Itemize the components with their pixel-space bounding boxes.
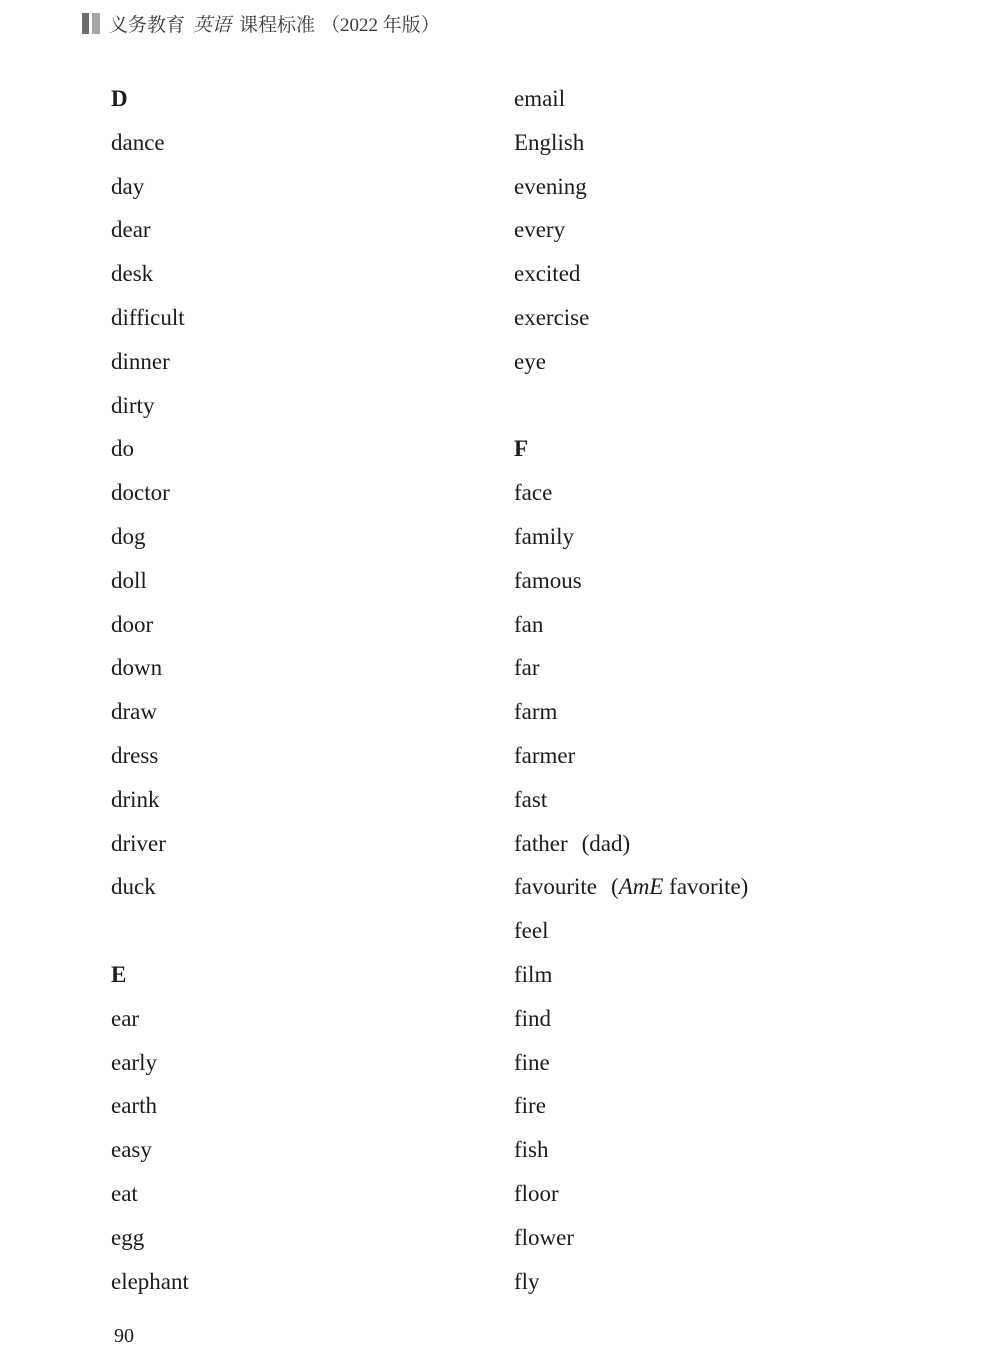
word-entry: farmer: [514, 742, 576, 768]
word-entry: find: [514, 1005, 552, 1031]
letter-heading-e: E: [111, 961, 127, 987]
word-entry: driver: [111, 830, 166, 856]
word-entry: difficult: [111, 304, 185, 330]
word-entry: eye: [514, 348, 546, 374]
word-entry: flower: [514, 1224, 575, 1250]
word-entry: early: [111, 1049, 157, 1075]
letter-heading-f: F: [514, 436, 529, 462]
word-entry: evening: [514, 173, 587, 199]
word-entry: every: [514, 217, 566, 243]
word-entry: far: [514, 655, 540, 681]
word-list-right-column: [514, 77, 748, 1303]
word-entry: feel: [514, 918, 549, 944]
word-entry: drink: [111, 786, 160, 812]
word-entry: egg: [111, 1224, 145, 1250]
word-entry-with-variant: [514, 865, 748, 909]
word-entry: draw: [111, 699, 157, 725]
word-entry: do: [111, 436, 134, 462]
word-entry: easy: [111, 1137, 152, 1163]
word-entry: dress: [111, 742, 159, 768]
word-entry-with-variant: [514, 822, 748, 866]
word-list-left-column: [111, 77, 189, 1303]
word-entry: ear: [111, 1005, 140, 1031]
word-entry: fly: [514, 1268, 540, 1294]
word-entry: fine: [514, 1049, 550, 1075]
word-entry: dirty: [111, 392, 155, 418]
word-entry: fan: [514, 611, 544, 637]
word-entry: day: [111, 173, 145, 199]
running-header: [82, 10, 440, 36]
word-entry: dinner: [111, 348, 170, 374]
word-entry: dance: [111, 129, 165, 155]
note-label-ame: AmE: [618, 874, 664, 900]
word-variant-note: (dad): [581, 830, 631, 856]
header-subject: 英语: [193, 14, 232, 36]
header-bars-icon: [82, 13, 100, 34]
word-entry: family: [514, 523, 575, 549]
word-text: favourite: [514, 874, 598, 900]
word-entry: duck: [111, 874, 156, 900]
word-entry: farm: [514, 699, 558, 725]
word-text: father: [514, 830, 568, 856]
note-variant-spelling: favorite): [663, 874, 749, 900]
letter-heading-d: D: [111, 86, 128, 111]
word-entry: earth: [111, 1093, 157, 1119]
word-entry: eat: [111, 1180, 138, 1206]
word-entry: elephant: [111, 1268, 189, 1294]
word-entry: fast: [514, 786, 548, 812]
word-entry: dog: [111, 523, 146, 549]
word-entry: famous: [514, 567, 582, 593]
word-entry: face: [514, 480, 553, 506]
word-entry: doctor: [111, 480, 170, 506]
word-entry: email: [514, 86, 566, 111]
word-entry: floor: [514, 1180, 559, 1206]
blank-line: [111, 909, 189, 953]
word-variant-note: [611, 874, 748, 899]
word-entry: exercise: [514, 304, 590, 330]
note-open-paren: (: [611, 874, 619, 900]
word-entry: desk: [111, 261, 154, 287]
word-entry: door: [111, 611, 154, 637]
word-entry: fish: [514, 1137, 549, 1163]
word-entry: excited: [514, 261, 581, 287]
blank-line: [514, 384, 748, 428]
header-series: 义务教育: [109, 14, 186, 36]
word-entry: down: [111, 655, 163, 681]
word-entry: dear: [111, 217, 151, 243]
word-entry: doll: [111, 567, 147, 593]
page-number: 90: [114, 1325, 134, 1347]
word-entry: fire: [514, 1093, 546, 1119]
header-standard: 课程标准: [239, 14, 316, 36]
word-entry: film: [514, 961, 553, 987]
word-entry: English: [514, 129, 585, 155]
header-edition: （2022 年版）: [321, 14, 440, 36]
